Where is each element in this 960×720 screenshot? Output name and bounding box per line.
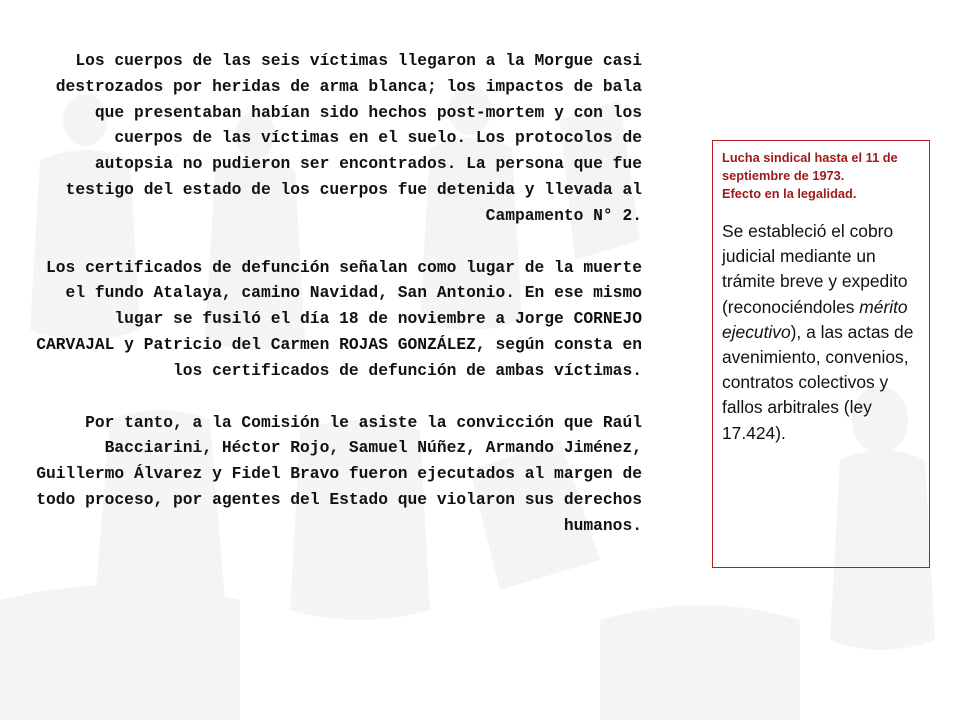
sidebar-header: [722, 149, 919, 203]
sidebar-header-title: Lucha sindical hasta el 11 de septiembre de 1973.: [722, 150, 898, 183]
sidebar-body-part-2: ), a las actas de avenimiento, convenios, contratos colectivos y fallos arbitrales (ley 17.424).: [722, 321, 914, 443]
sidebar-body-text: [722, 219, 919, 446]
sidebar-box: [712, 140, 930, 568]
paragraph-2: Los certificados de defunción señalan como lugar de la muerte el fundo Atalaya, camino Navidad, San Antonio. En ese mismo lugar se fusiló el día 18 de noviembre a Jorge CORNEJO CARVAJAL y Patricio del Carmen ROJAS GONZÁLEZ, según consta en los certificados de defunción de ambas víctimas.: [36, 257, 642, 380]
sidebar-header-subtitle: Efecto en la legalidad.: [722, 186, 857, 201]
sidebar-body-part-1: Se estableció el cobro judicial mediante un trámite breve y expedito (reconociéndoles: [722, 221, 908, 317]
paragraph-1: Los cuerpos de las seis víctimas llegaron a la Morgue casi destrozados por heridas de arma blanca; los impactos de bala que presentaban habían sido hechos post-mortem y con los cuerpos de las víctimas en el suelo. Los protocolos de autopsia no pudieron ser encontrados. La persona que fue testigo del estado de los cuerpos fue detenida y llevada al Campamento N° 2.: [55, 51, 642, 225]
main-text-block: [30, 48, 642, 539]
sidebar-body-italic: mérito ejecutivo: [722, 296, 908, 342]
paragraph-3: Por tanto, a la Comisión le asiste la convicción que Raúl Bacciarini, Héctor Rojo, Samuel Núñez, Armando Jiménez, Guillermo Álvarez y Fidel Bravo fueron ejecutados al margen de todo proceso, por agentes del Estado que violaron sus derechos humanos.: [36, 412, 642, 535]
